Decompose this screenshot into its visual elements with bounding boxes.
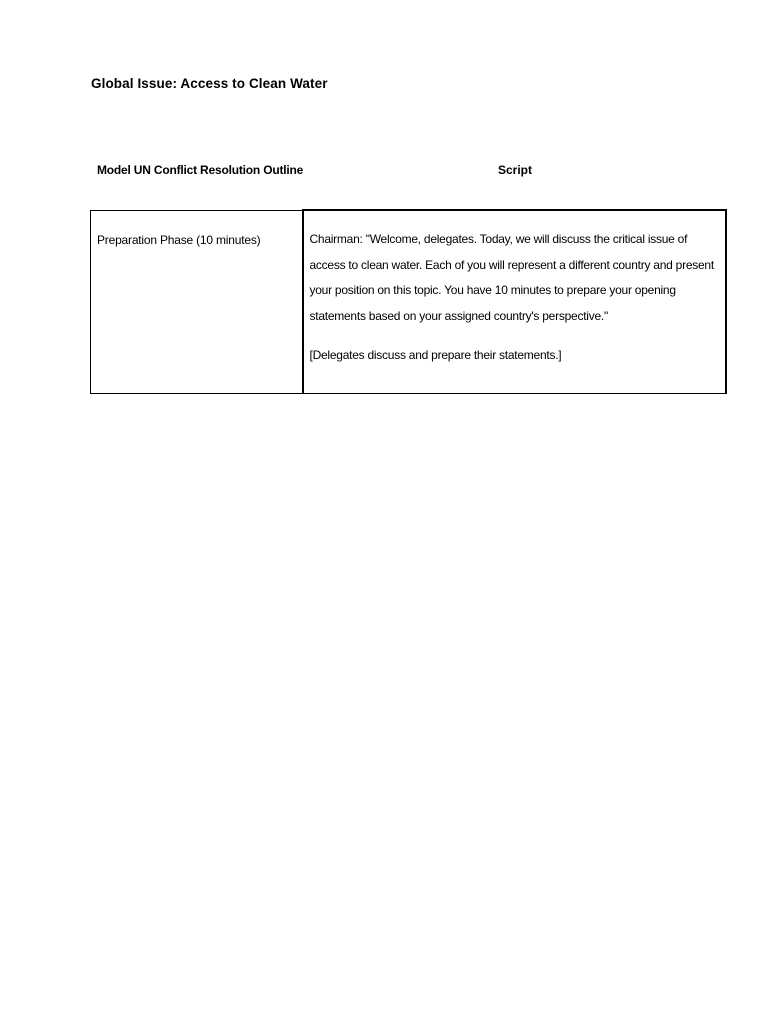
outline-column-header: Model UN Conflict Resolution Outline bbox=[97, 163, 304, 177]
script-content bbox=[304, 211, 726, 369]
script-cell bbox=[303, 210, 727, 394]
table-row bbox=[91, 210, 727, 394]
document-title: Global Issue: Access to Clean Water bbox=[91, 76, 328, 91]
script-column-header: Script bbox=[497, 163, 532, 177]
phase-label: Preparation Phase (10 minutes) bbox=[97, 232, 261, 247]
outline-table bbox=[90, 209, 727, 394]
phase-cell bbox=[91, 210, 303, 394]
chairman-dialogue: Chairman: "Welcome, delegates. Today, we will discuss the critical issue of access to clean water. Each of you will represent a different country and present your position on this topic. You have 10 minutes to prepare your opening statements based on your assigned country's perspective." bbox=[309, 232, 714, 323]
stage-direction: [Delegates discuss and prepare their statements.] bbox=[309, 348, 562, 362]
